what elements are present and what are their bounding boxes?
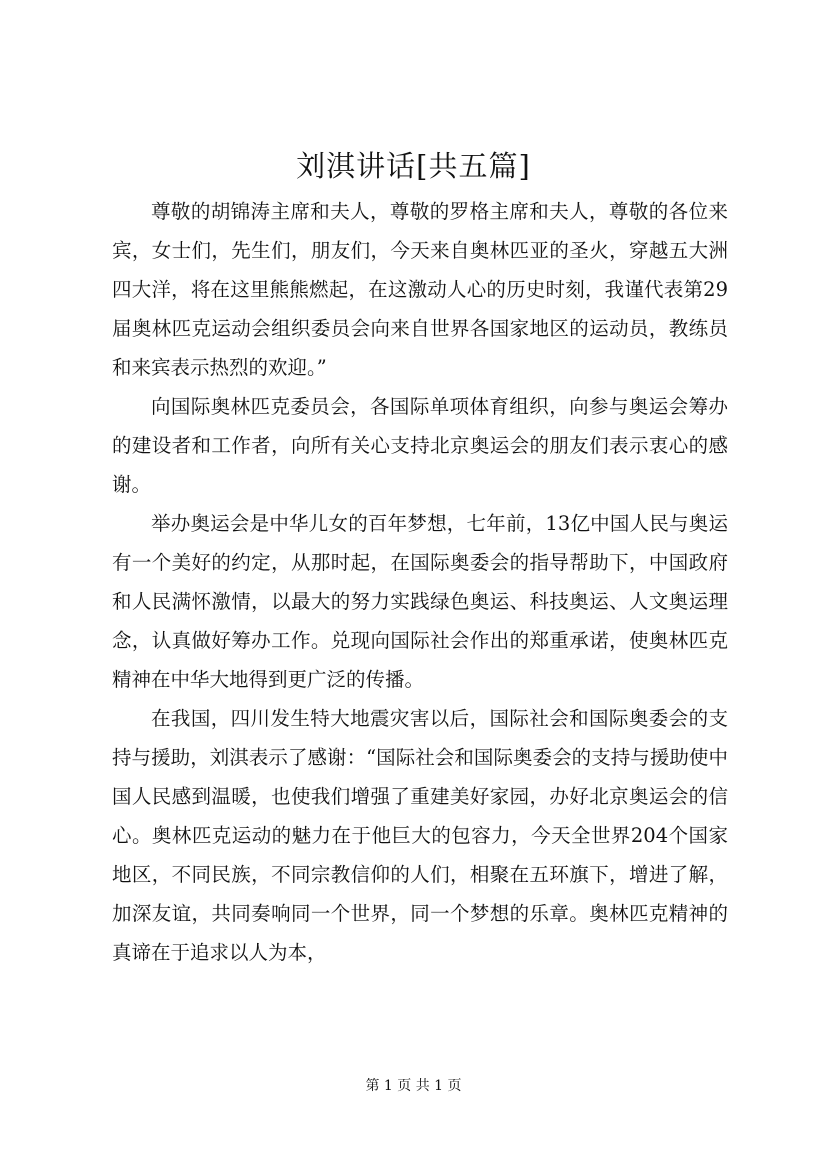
paragraph: 举办奥运会是中华儿女的百年梦想，七年前，13亿中国人民与奥运有一个美好的约定，从那时起，在国际奥委会的指导帮助下，中国政府和人民满怀激情，以最大的努力实践绿色奥运、科技奥运、人文奥运理念，认真做好筹办工作。兑现向国际社会作出的郑重承诺，使奥林匹克精神在中华大地得到更广泛的传播。 (112, 512, 728, 691)
paragraph: 向国际奥林匹克委员会，各国际单项体育组织，向参与奥运会筹办的建设者和工作者，向所有关心支持北京奥运会的朋友们表示衷心的感谢。 (112, 395, 728, 496)
paragraph: 尊敬的胡锦涛主席和夫人，尊敬的罗格主席和夫人，尊敬的各位来宾，女士们，先生们，朋友们，今天来自奥林匹亚的圣火，穿越五大洲四大洋，将在这里熊熊燃起，在这激动人心的历史时刻，我谨代表第29届奥林匹克运动会组织委员会向来自世界各国家地区的运动员，教练员和来宾表示热烈的欢迎。” (112, 200, 728, 379)
paragraph: 在我国，四川发生特大地震灾害以后，国际社会和国际奥委会的支持与援助，刘淇表示了感谢：“国际社会和国际奥委会的支持与援助使中国人民感到温暖，也使我们增强了重建美好家园，办好北京奥运会的信心。奥林匹克运动的魅力在于他巨大的包容力，今天全世界204个国家地区，不同民族，不同宗教信仰的人们，相聚在五环旗下，增进了解，加深友谊，共同奏响同一个世界，同一个梦想的乐章。奥林匹克精神的真谛在于追求以人为本， (112, 707, 728, 964)
document-body (112, 192, 728, 972)
page-footer: 第 1 页 共 1 页 (365, 1078, 462, 1094)
document-title: 刘淇讲话[共五篇] (296, 149, 531, 183)
